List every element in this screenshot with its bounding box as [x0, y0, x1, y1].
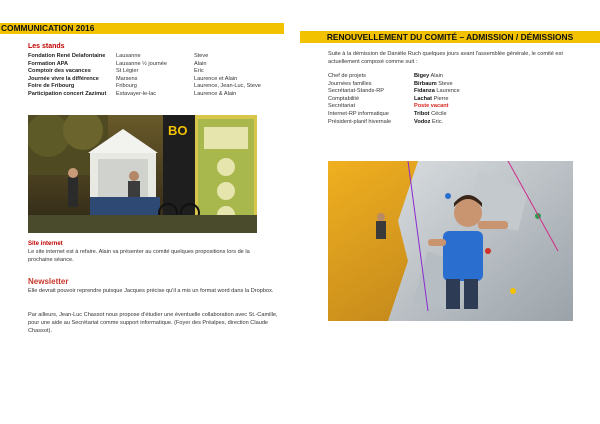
committee-role: Chef de projets	[328, 73, 366, 79]
stand-photo	[28, 115, 257, 233]
table-row	[328, 81, 460, 89]
committee-surname: Birbaum	[414, 80, 437, 87]
site-internet-text: Le site internet est à refaire. Alain va présenter au comité quelques propositions lors de la prochaine séance.	[28, 249, 250, 264]
table-row	[28, 91, 278, 99]
stand-place: Lausanne	[116, 53, 141, 59]
stand-people: Steve	[194, 53, 209, 59]
committee-table	[328, 73, 460, 126]
stand-people: Alain	[194, 60, 207, 67]
section-header-committee: RENOUVELLEMENT DU COMITÉ – ADMISSION / DÉMISSIONS	[300, 31, 600, 43]
stand-name: Foire de Fribourg	[28, 83, 75, 90]
committee-surname: Tribot	[414, 110, 430, 117]
table-row	[328, 96, 460, 104]
site-internet-title: Site internet	[28, 241, 63, 247]
stand-name: Comptoir des vacances	[28, 68, 91, 75]
table-row	[28, 83, 278, 91]
stand-place: Estavayer-le-lac	[116, 90, 157, 97]
table-row	[328, 88, 460, 96]
stand-people: Laurence, Jean-Luc, Steve	[194, 83, 261, 90]
table-row	[328, 111, 460, 119]
section-header-communication: COMMUNICATION 2016	[0, 23, 284, 34]
committee-firstname: Laurence	[436, 88, 460, 95]
stand-name: Fondation René Delafontaine	[28, 53, 106, 59]
committee-surname: Bigey	[414, 73, 430, 79]
svg-text:BO: BO	[168, 123, 188, 138]
stand-people: Laurence & Alain	[194, 90, 237, 97]
newsletter-title: Newsletter	[28, 277, 69, 286]
committee-firstname: Cécile	[431, 110, 447, 117]
stands-title: Les stands	[28, 43, 65, 50]
table-row	[28, 76, 278, 84]
committee-firstname: Eric.	[431, 118, 444, 125]
stand-name: Formation APA	[28, 60, 69, 67]
collaboration-text: Par ailleurs, Jean-Luc Chassot nous propose d'étudier une éventuelle collaboration avec St.-Camille, pour une aide au Secrétariat comme support informatique. (Foyer des Préalpes, direction Claude Chassot).	[28, 312, 278, 335]
table-row	[28, 61, 278, 69]
stand-people: Laurence et Alain	[194, 75, 238, 82]
committee-surname: Lachat	[414, 95, 433, 102]
stand-place: Fribourg	[116, 83, 137, 90]
table-row	[328, 73, 460, 81]
committee-role: Journées familles	[328, 80, 372, 87]
committee-firstname: Steve	[438, 80, 453, 87]
right-page	[300, 0, 600, 424]
committee-role: Secrétariat-Stands-RP	[328, 88, 384, 95]
table-row	[328, 119, 460, 127]
newsletter-text: Elle devrait pouvoir reprendre puisque Jacques précise qu'il a mis un format word dans la Dropbox.	[28, 288, 274, 294]
committee-surname: Vodoz	[414, 118, 431, 125]
stands-table	[28, 53, 278, 99]
vacant-post: Poste vacant	[414, 103, 449, 110]
table-row	[28, 53, 278, 61]
committee-surname: Fidanza	[414, 88, 435, 95]
committee-firstname: Pierre	[433, 95, 449, 102]
stand-name: Journée vivre la différence	[28, 75, 99, 82]
table-row	[328, 103, 460, 111]
committee-role: Internet-RP informatique	[328, 110, 389, 117]
stand-place: St Légier	[116, 68, 139, 75]
committee-role: Secrétariat	[328, 103, 356, 110]
committee-role: Président-planif hivernale	[328, 118, 392, 125]
stand-place: Marsens	[116, 75, 138, 82]
committee-intro: Suite à la démission de Danièle Ruch quelques jours avant l'assemblée générale, le comité est actuellement composé comme suit :	[328, 51, 563, 66]
committee-firstname: Alain	[430, 73, 443, 79]
climbing-photo	[328, 161, 573, 321]
stand-name: Participation concert Zazimut	[28, 90, 107, 97]
committee-role: Comptabilité	[328, 95, 360, 102]
table-row	[28, 68, 278, 76]
stand-people: Eric	[194, 68, 204, 75]
left-page	[0, 0, 285, 424]
stand-place: Lausanne ½ journée	[116, 60, 168, 67]
